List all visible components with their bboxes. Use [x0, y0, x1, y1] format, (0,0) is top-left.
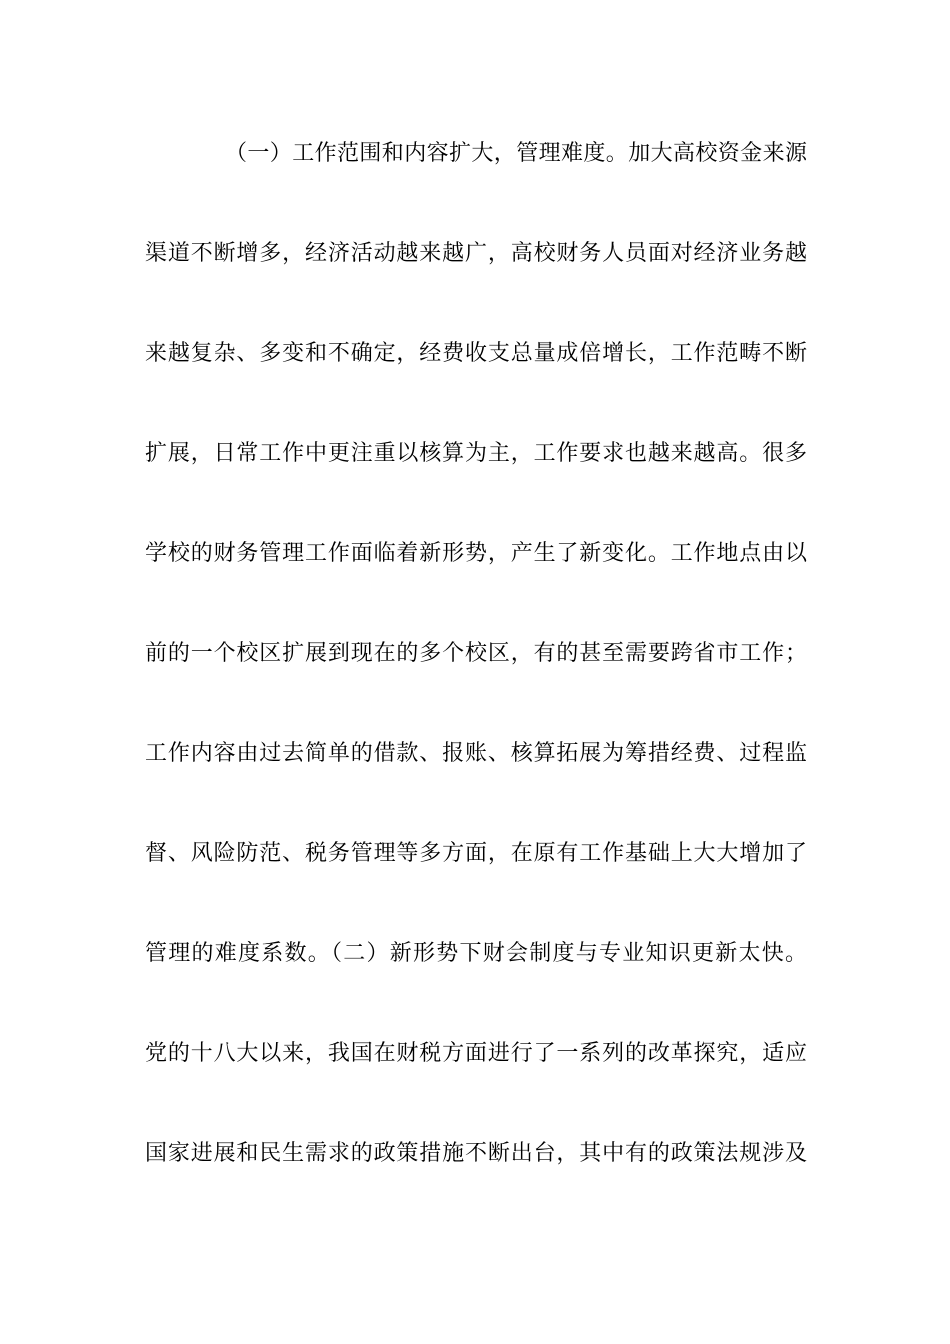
text-line: 学校的财务管理工作面临着新形势，产生了新变化。工作地点由以: [145, 541, 807, 566]
text-line: 国家进展和民生需求的政策措施不断出台，其中有的政策法规涉及: [145, 1141, 807, 1166]
text-line: （一）工作范围和内容扩大，管理难度。加大高校资金来源: [225, 141, 807, 166]
text-line: 扩展，日常工作中更注重以核算为主，工作要求也越来越高。很多: [145, 441, 807, 466]
text-line: 工作内容由过去简单的借款、报账、核算拓展为筹措经费、过程监: [145, 741, 807, 766]
text-line: 督、风险防范、税务管理等多方面，在原有工作基础上大大增加了: [145, 841, 807, 866]
text-line: 前的一个校区扩展到现在的多个校区，有的甚至需要跨省市工作；: [145, 641, 807, 666]
body-text: [145, 126, 807, 1226]
text-line: 管理的难度系数。（二）新形势下财会制度与专业知识更新太快。: [145, 941, 807, 966]
text-line: 渠道不断增多，经济活动越来越广，高校财务人员面对经济业务越: [145, 241, 807, 266]
text-line: 党的十八大以来，我国在财税方面进行了一系列的改革探究，适应: [145, 1041, 807, 1066]
text-line: 来越复杂、多变和不确定，经费收支总量成倍增长，工作范畴不断: [145, 341, 807, 366]
